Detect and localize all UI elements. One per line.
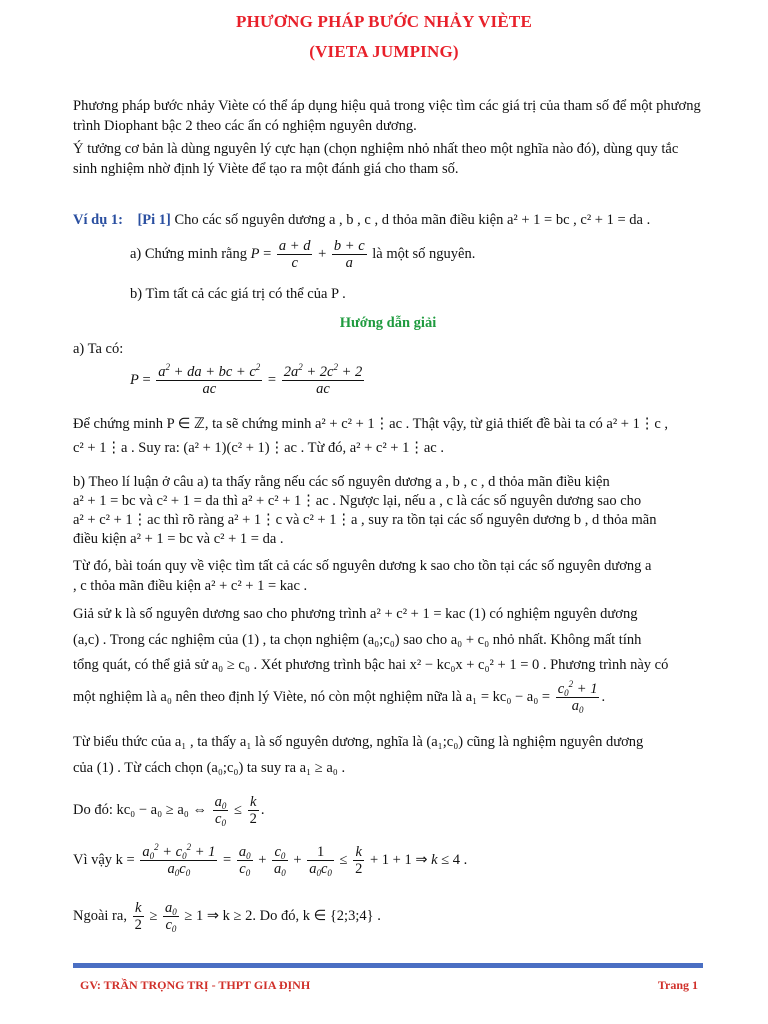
example-statement: [73, 210, 703, 230]
part-b: b) Tìm tất cả các giá trị có thể của P .: [130, 286, 346, 302]
ngoai-ra-line: Ngoài ra, $\frac{k}{2}$ ≥ $\frac{a_0}{c_0}$ ≥ 1 ⇒ k ≥ 2. Do đó, k ∈ {2;3;4} .: [73, 900, 381, 934]
footer-divider: [73, 963, 703, 968]
intro-paragraph-2: Ý tưởng cơ bản là dùng nguyên lý cực hạn (chọn nghiệm nhỏ nhất theo một nghĩa nào đó), dùng quy tắc sinh nghiệm nhờ định lý Viète để tạo ra một đánh giá cho tham số.: [73, 141, 679, 177]
example-text: Cho các số nguyên dương a , b , c , d thỏa mãn điều kiện a² + 1 = bc , c² + 1 = da .: [174, 212, 651, 228]
vi-vay-prefix: Vì vậy k =: [73, 851, 135, 868]
example-label: Ví dụ 1:: [73, 212, 123, 228]
doc-subtitle: (VIETA JUMPING): [309, 42, 459, 61]
para-3-line-2: , c thỏa mãn điều kiện a² + c² + 1 = kac .: [73, 578, 308, 594]
para-2-line-4: điều kiện a² + 1 = bc và c² + 1 = da .: [73, 531, 284, 547]
para-3-line-1: Từ đó, bài toán quy về việc tìm tất cả các số nguyên dương k sao cho tồn tại các số nguyên dương a: [73, 558, 652, 574]
part-a-label: a) Chứng minh rằng: [130, 245, 247, 262]
para-2-line-1: b) Theo lí luận ở câu a) ta thấy rằng nếu các số nguyên dương a , b , c , d thỏa mãn điều kiện: [73, 474, 610, 490]
footer-author: GV: TRẦN TRỌNG TRỊ - THPT GIA ĐỊNH: [80, 978, 311, 992]
footer-page-number: Trang 1: [657, 978, 698, 992]
doc-title: PHƯƠNG PHÁP BƯỚC NHẢY VIÈTE: [236, 12, 532, 31]
do-do-prefix: Do đó: kc₀ − a₀ ≥ a₀ ⇔: [73, 801, 207, 818]
para-4-line-3: tổng quát, có thể giả sử a₀ ≥ c₀ . Xét phương trình bậc hai x² − kc₀x + c₀² + 1 = 0 . Phương trình này có: [73, 657, 669, 673]
ngoai-ra-prefix: Ngoài ra,: [73, 907, 127, 924]
ngoai-ra-tail: ≥ 1 ⇒ k ≥ 2. Do đó, k ∈ {2;3;4} .: [184, 907, 381, 924]
do-do-line: Do đó: kc₀ − a₀ ≥ a₀ ⇔ $\frac{a_0}{c_0}$ ≤ $\frac{k}{2}$ .: [73, 794, 265, 828]
part-a: a) Chứng minh rằng P = $\frac{a + d}{c}$ + $\frac{b + c}{a}$ là một số nguyên.: [130, 238, 476, 271]
para-4-line-4-text: một nghiệm là a₀ nên theo định lý Viète, nó còn một nghiệm nữa là a₁ = kc₀ − a₀ =: [73, 688, 551, 705]
para-2-line-2: a² + 1 = bc và c² + 1 = da thì a² + c² + 1⋮ac . Ngược lại, nếu a , c là các số nguyên dương sao cho: [73, 493, 642, 509]
para-5-line-2: của (1) . Từ cách chọn (a₀;c₀) ta suy ra a₁ ≥ a₀ .: [73, 760, 346, 776]
para-5-line-1: Từ biểu thức của a₁ , ta thấy a₁ là số nguyên dương, nghĩa là (a₁;c₀) cũng là nghiệm nguyên dương: [73, 734, 644, 750]
para-1-line-2: c² + 1⋮a . Suy ra: (a² + 1)(c² + 1)⋮ac . Từ đó, a² + c² + 1⋮ac .: [73, 440, 444, 456]
para-4-line-1: Giả sử k là số nguyên dương sao cho phương trình a² + c² + 1 = kac (1) có nghiệm nguyên dương: [73, 606, 638, 622]
part-a-tail: là một số nguyên.: [372, 245, 476, 262]
vi-vay-line: Vì vậy k = $\frac{a_0^2 + c_0^2 + 1}{a_0c_0}$ = $\frac{a_0}{c_0}$ + $\frac{c_0}{a_0}$ + $\frac{1}{a_0c_0}$ ≤ $\frac{k}{2}$ + 1 + 1 ⇒ k ≤ 4 .: [73, 842, 468, 878]
para-1-line-1: Để chứng minh P ∈ ℤ, ta sẽ chứng minh a² + c² + 1⋮ac . Thật vậy, từ giả thiết đề bài ta có a² + 1⋮c ,: [73, 416, 669, 432]
intro-paragraph-1: Phương pháp bước nhảy Viète có thể áp dụng hiệu quả trong việc tìm các giá trị của tham số để một phương trình Diophant bậc 2 theo các ẩn có nghiệm nguyên dương.: [73, 98, 701, 134]
para-4-line-4: một nghiệm là a₀ nên theo định lý Viète, nó còn một nghiệm nữa là a₁ = kc₀ − a₀ = $\frac{c_0^2 + 1}{a_0}$ .: [73, 679, 606, 715]
para-2-line-3: a² + c² + 1⋮ac thì rõ ràng a² + 1⋮c và c² + 1⋮a , suy ra tồn tại các số nguyên dương b , d thỏa mãn: [73, 512, 657, 528]
solution-heading: Hướng dẫn giải: [339, 315, 437, 331]
para-4-line-2: (a,c) . Trong các nghiệm của (1) , ta chọn nghiệm (a₀;c₀) sao cho a₀ + c₀ nhỏ nhất. Không mất tính: [73, 632, 642, 648]
example-tag: [Pi 1]: [137, 212, 171, 228]
formula-P: P = $\frac{a^2 + da + bc + c^2}{ac}$ = $\frac{2a^2 + 2c^2 + 2}{ac}$: [130, 362, 363, 397]
solution-a-intro: a) Ta có:: [73, 341, 124, 357]
